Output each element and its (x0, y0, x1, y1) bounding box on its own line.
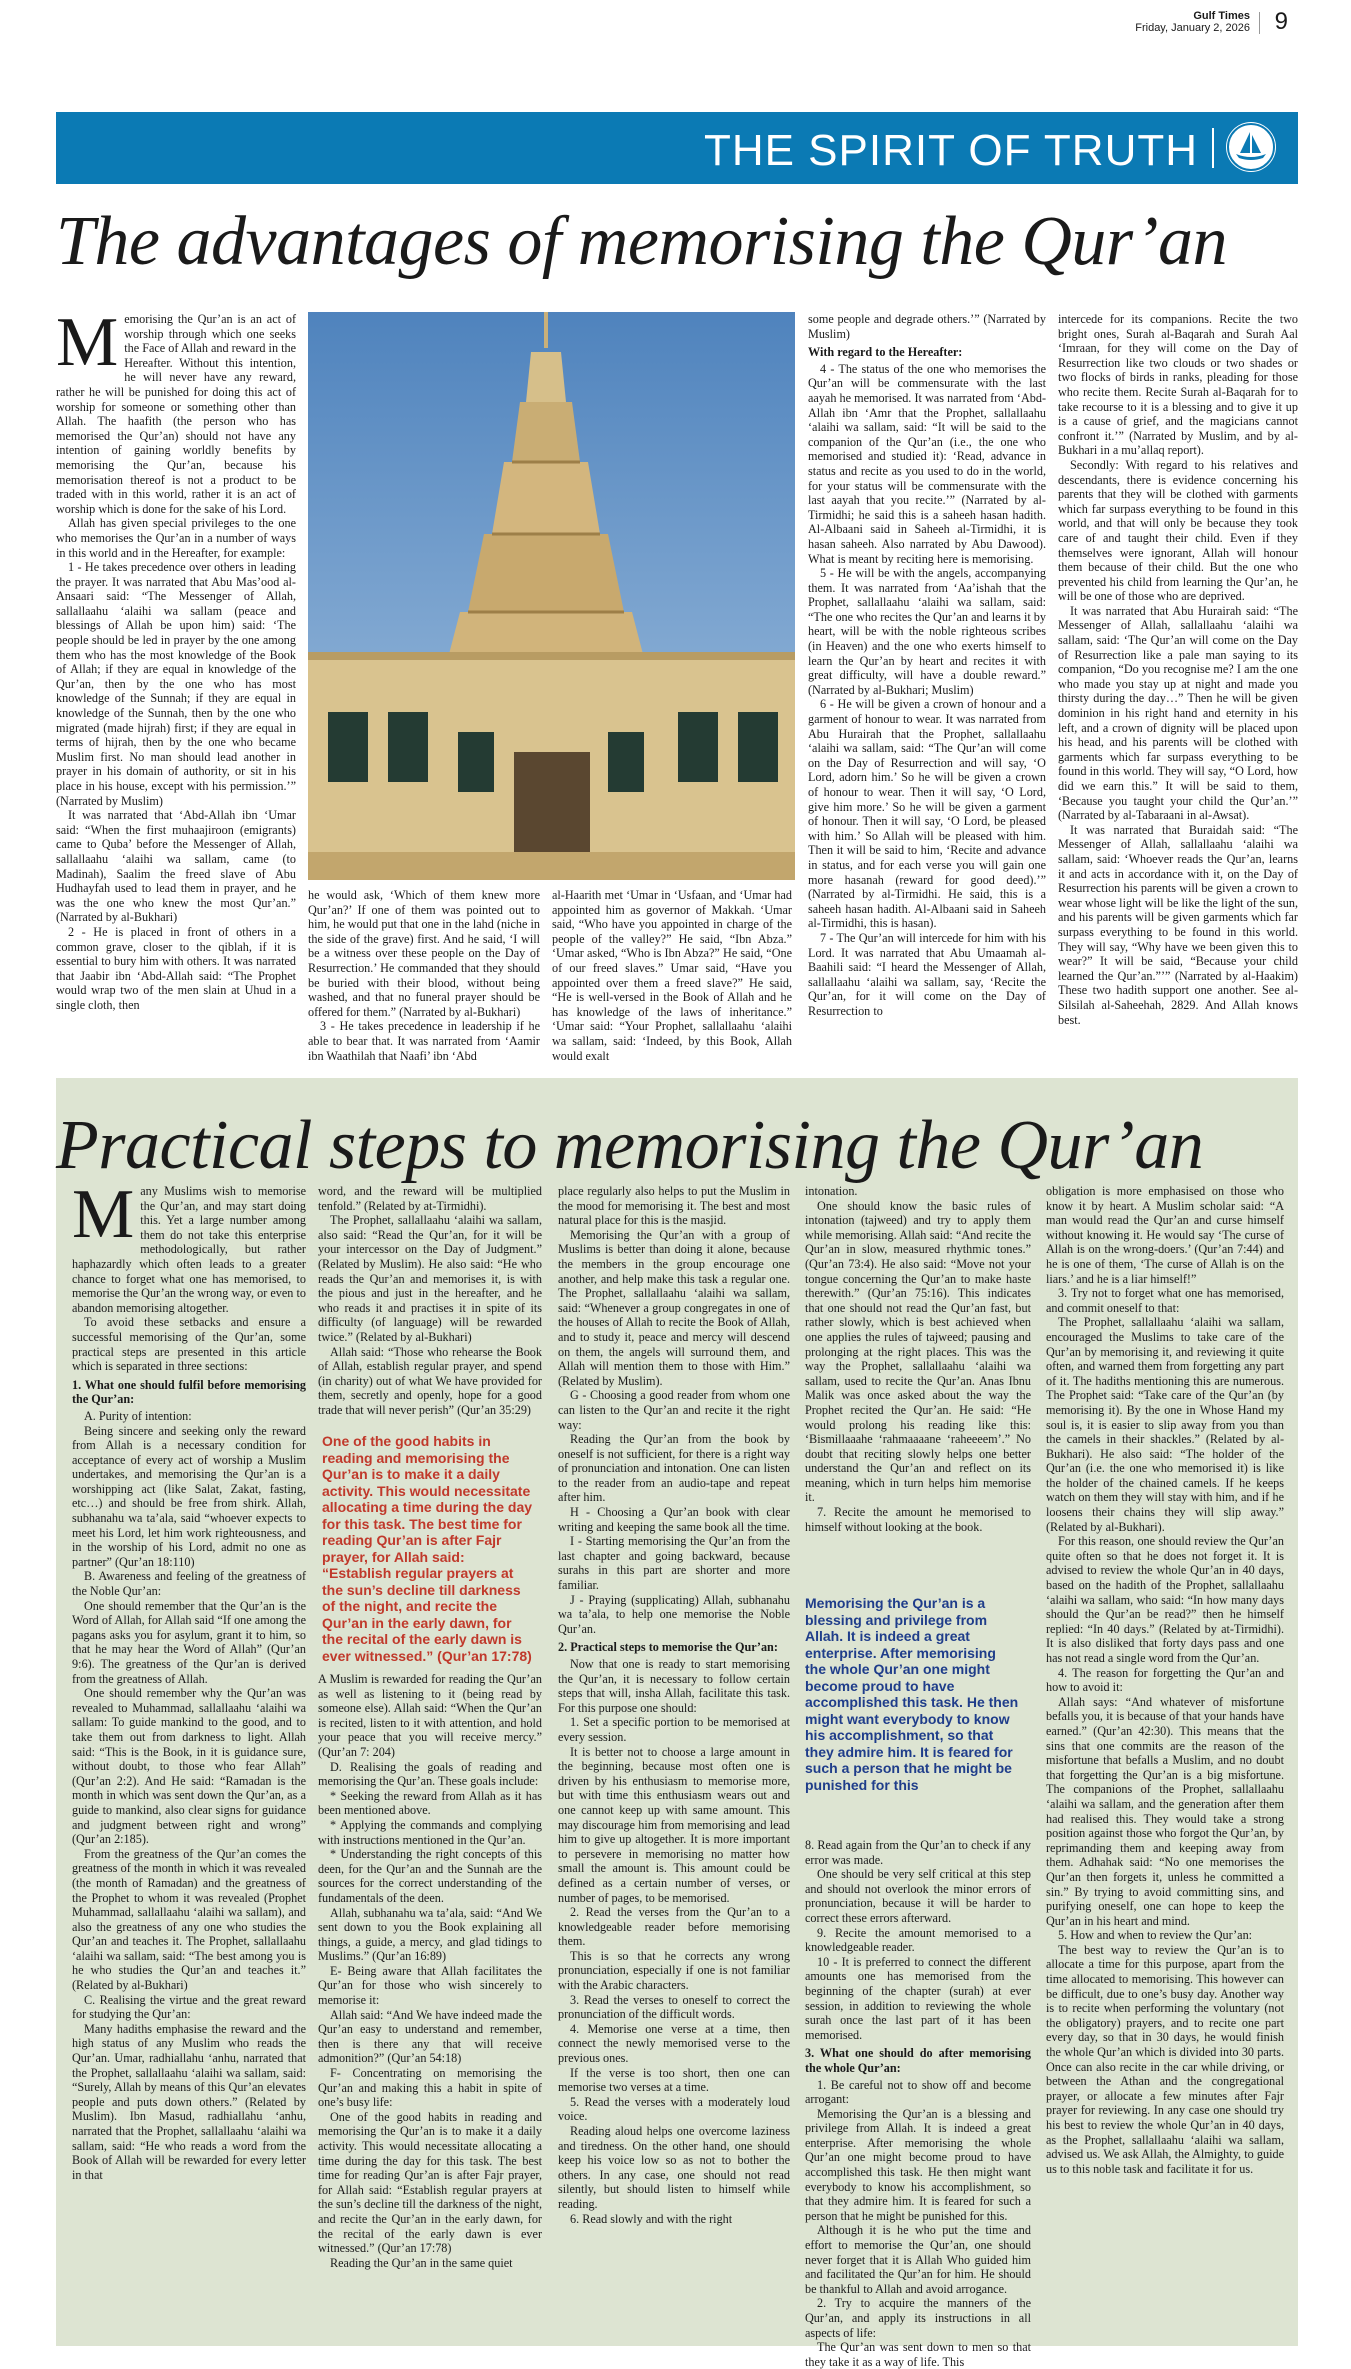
paragraph: It is better not to choose a large amount in the beginning, because most often one is driven by his enthusiasm to memorise more, but with time this enthusiasm wears out and one cannot keep up with same amount. This may discourage him from memorising and lead him to give up altogether. It is more important to persevere in memorising no matter how small the amount is. This amount could be defined as a certain number of verses, or number of pages, to be memorised. (558, 1744, 790, 1905)
paragraph: * Seeking the reward from Allah as it has been mentioned above. (318, 1788, 542, 1818)
paragraph: Allah, subhanahu wa ta’ala, said: “And We sent down to you the Book explaining all things, a guide, a mercy, and glad tidings to Muslims.” (Qur’an 16:89) (318, 1905, 542, 1964)
paragraph: Secondly: With regard to his relatives and descendants, there is evidence concerning his parents that they will be clothed with garments which far surpass everything to be found in this world, and that will only be because they took care of and taught their child. Even if they themselves were ignorant, Allah will honour them because of their child. But the one who prevented his child from learning the Qur’an, he will be one of those who are deprived. (1058, 457, 1298, 604)
subheading: 2. Practical steps to memorise the Qur’an: (558, 1640, 778, 1655)
paragraph: C. Realising the virtue and the great reward for studying the Qur’an: (72, 1992, 306, 2022)
paragraph: To avoid these setbacks and ensure a successful memorising of the Qur’an, some practical steps are presented in this article which is separated in three sections: (72, 1315, 306, 1374)
paragraph: 6 - He will be given a crown of honour and a garment of honour to wear. It was narrated from Abu Hurairah that the Prophet, sallallaahu ‘alaihi wa sallam, said: “The Qur’an will come on the Day of Resurrection and will say, ‘O Lord, adorn him.’ So he will be given a crown of honour to wear. Then it will say, ‘O Lord, give him more.’ So he will be given a garment of honour. Then it will say, ‘O Lord, be pleased with him.’ So Allah will be pleased with him. Then it will be said to him, ‘Recite and advance in status, and for each verse you will gain one more hasanah (reward for good deed).’” (Narrated by al-Tirmidhi. He said, this is a saheeh hasan hadith. Al-Albaani said in Saheeh al-Tirmidhi, this is hasan). (808, 697, 1046, 931)
paragraph: intercede for its companions. Recite the two bright ones, Surah al-Baqarah and Surah Aal ‘Imraan, for they will come on the Day of Resurrection like two clouds or two shades or two flocks of birds in ranks, pleading for those who recite them. Recite Surah al-Baqarah for to take recourse to it is a blessing and to give it up is a cause of grief, and the magicians cannot confront it.’” (Narrated by Muslim, and by al-Bukhari in a mu’allaq report). (1058, 312, 1298, 458)
paragraph: 4 - The status of the one who memorises the Qur’an will be commensurate with the last aayah he memorised. It was narrated from ‘Abd-Allah ibn ‘Amr that the Prophet, sallallaahu ‘alaihi wa sallam, said: “It will be said to the companion of the Qur’an (i.e., the one who memorised and studied it): ‘Read, advance in status and recite as you used to do in the world, for your status will be commensurate with the last aayah that you recite.’” (Narrated by al-Tirmidhi; he said this is a saheeh hasan hadith. Al-Albaani said in Saheeh al-Tirmidhi, it is hasan saheeh. Also narrated by Abu Dawood). What is meant by reciting here is memorising. (808, 361, 1046, 566)
paragraph: 10 - It is preferred to connect the different amounts one has memorised from the beginning of the chapter (surah) at ever session, in addition to reviewing the whole surah once the last part of it has been memorised. (805, 1954, 1031, 2042)
paragraph: Being sincere and seeking only the reward from Allah is a necessary condition for acceptance of every act of worship a Muslim undertakes, and memorising the Qur’an is a worshipping act (like Salat, Zakat, fasting, etc…) and should be free from shirk. Allah, subhanahu wa ta’ala, said “whoever expects to meet his Lord, let him work righteousness, and in the worship of his Lord, admit no one as partner” (Qur’an 18:110) (72, 1423, 306, 1569)
article1-dropcap: M (56, 304, 119, 381)
paragraph: some people and degrade others.’” (Narrated by Muslim) (808, 312, 1046, 341)
paragraph: Reading the Qur’an from the book by oneself is not sufficient, for there is a right way of pronunciation and intonation. One can listen to the reader from an audio-tape and repeat after him. (558, 1432, 790, 1505)
paragraph: If the verse is too short, then one can memorise two verses at a time. (558, 2065, 790, 2095)
paper-name: Gulf Times (1193, 10, 1250, 22)
paragraph: obligation is more emphasised on those who know it by heart. A Muslim scholar said: “A man would read the Qur’an and curse himself without knowing it. He would say ‘The curse of Allah is on the wrong-doers.’ (Qur’an 7:44) and he is one of them, ‘The curse of Allah is on the liars.’ and he is a liar himself!” (1046, 1184, 1284, 1286)
article1-column-3 (552, 888, 792, 1063)
paragraph: any Muslims wish to memorise the Qur’an, and may start doing this. Yet a large number among them do not take this enterprise methodologically, but rather haphazardly which often leads to a greater chance to forget what one has memorised, to memorise the Qur’an the wrong way, or even to abandon memorising altogether. (72, 1184, 306, 1315)
paragraph: A Muslim is rewarded for reading the Qur’an as well as listening to it (being read by someone else). Allah said: “When the Qur’an is recited, listen to it with attention, and hold your peace that you will receive mercy.” (Qur’an 7: 204) (318, 1672, 542, 1759)
paragraph: From the greatness of the Qur’an comes the greatness of the month in which it was revealed (the month of Ramadan) and the greatness of the Prophet to whom it was revealed (Prophet Muhammad, sallallaahu ‘alaihi wa sallam), and also the greatness of any one who studies the Qur’an and teaches it. The Prophet, sallallaahu ‘alaihi wa sallam, said: “The best among you is he who studies the Qur’an and teaches it.” (Related by al-Bukhari) (72, 1846, 306, 1993)
paragraph: E- Being aware that Allah facilitates the Qur’an for those who wish sincerely to memorise it: (318, 1963, 542, 2008)
headline-advantages: The advantages of memorising the Qur’an (56, 203, 1228, 280)
paragraph: word, and the reward will be multiplied tenfold.” (Related by at-Tirmidhi). (318, 1184, 542, 1213)
paragraph: One should know the basic rules of intonation (tajweed) and try to apply them while memorising. Allah said: “And recite the Qur’an in slow, measured rhythmic tones.” (Qur’an 73:4). He also said: “Move not your tongue concerning the Qur’an to make haste therewith.” (Qur’an 75:16). This indicates that one should not read the Qur’an fast, but rather slowly, which is best achieved when one applies the rules of tajweed; pausing and prolonging at the right places. This was the way the Prophet, sallallaahu ‘alaihi wa sallam, used to recite the Qur’an. Anas Ibnu Malik was once asked about the way the Prophet recited the Qur’an. He said: “He would prolong his reading like this: ‘Bismillaaahe ‘rahmaaaane ‘raheeeem’.” No doubt that reciting slowly helps one better understand the Qur’an and reflect on its meaning, which in turn helps him memorise it. (805, 1198, 1031, 1505)
paragraph: Allah has given special privileges to the one who memorises the Qur’an in a number of ways in this world and in the Hereafter, for example: (56, 516, 296, 560)
paragraph: 3 - He takes precedence in leadership if he able to bear that. It was narrated from ‘Aamir ibn Waathilah that Naafi’ ibn ‘Abd (308, 1019, 540, 1063)
dhow-logo-icon (1226, 122, 1276, 172)
paragraph: One of the good habits in reading and memorising the Qur’an is to make it a daily activity. This would necessitate allocating a time during the day for this task. The best time for reading Qur’an is after Fajr prayer, for Allah said: “Establish regular prayers at the sun’s decline till the darkness of the night, and recite the Qur’an in the early dawn, for the recital of the early dawn is ever witnessed.” (Qur’an 17:78) (318, 2109, 542, 2256)
article2-column-3 (558, 1184, 790, 2336)
masthead (60, 8, 1300, 38)
paragraph: 8. Read again from the Qur’an to check if any error was made. (805, 1838, 1031, 1867)
paragraph: 7 - The Qur’an will intercede for him with his Lord. It was narrated that Abu Umaamah al-Baahili said: “I heard the Messenger of Allah, sallallaahu ‘alaihi wa sallam, say, ‘Recite the Qur’an, for it will come on the Day of Resurrection to (808, 930, 1046, 1018)
paragraph: This is so that he corrects any wrong pronunciation, especially if one is not familiar with the Arabic characters. (558, 1948, 790, 1993)
page-number: 9 (1274, 8, 1288, 35)
paper-info (1135, 10, 1250, 34)
paragraph: 1. Be careful not to show off and become arrogant: (805, 2077, 1031, 2107)
paragraph: One should remember why the Qur’an was revealed to Muhammad, sallallaahu ‘alaihi wa sallam: To guide mankind to the good, and to take them out from darkness to light. Allah said: “This is the Book, in it is guidance sure, without doubt, to those who fear Allah” (Qur’an 2:2). And He said: “Ramadan is the month in which was sent down the Qur’an, as a guide to mankind, also clear signs for guidance and judgment between right and wrong” (Qur’an 2:185). (72, 1686, 306, 1847)
minaret-photo (308, 312, 795, 880)
issue-date: Friday, January 2, 2026 (1135, 22, 1250, 34)
article1-column-1 (56, 304, 296, 1042)
paragraph: One should remember that the Qur’an is the Word of Allah, for Allah said “If one among the pagans asks you for asylum, grant it to him, so that he may hear the Word of Allah” (Qur’an 9:6). The greatness of the Qur’an is derived from the greatness of Allah. (72, 1598, 306, 1686)
paragraph: I - Starting memorising the Qur’an from the last chapter and going backward, because surahs in this part are shorter and more familiar. (558, 1534, 790, 1593)
section-banner (56, 112, 1298, 184)
masthead-divider (1259, 12, 1260, 34)
paragraph: 5 - He will be with the angels, accompanying them. It was narrated from ‘Aa’ishah that the Prophet, sallallaahu ‘alaihi wa sallam, said: “The one who recites the Qur’an and learns it by heart, will be with the noble righteous scribes (in Heaven) and the one who exerts himself to learn the Qur’an by heart and recites it with great difficulty, will have a double reward.” (Narrated by al-Bukhari; Muslim) (808, 566, 1046, 697)
paragraph: The Qur’an was sent down to men so that they take it as a way of life. This (805, 2340, 1031, 2369)
article2-dropcap: M (72, 1176, 135, 1253)
paragraph: al-Haarith met ‘Umar in ‘Usfaan, and ‘Umar had appointed him as governor of Makkah. ‘Umar said, “Who have you appointed in charge of the people of the valley?” He said, “Ibn Abza.” ‘Umar asked, “Who is Ibn Abza?” He said, “One of our freed slaves.” Umar said, “Have you appointed over them a freed slave?” He said, “He is well-versed in the Book of Allah and he has knowledge of the laws of inheritance.” ‘Umar said: “Your Prophet, sallallaahu ‘alaihi wa sallam, said: ‘Indeed, by this Book, Allah would exalt (552, 888, 792, 1063)
paragraph: Allah said: “Those who rehearse the Book of Allah, establish regular prayer, and spend (in charity) out of what We have provided for them, secretly and openly, hope for a good trade that will never perish” (Qur’an 35:29) (318, 1344, 542, 1417)
subheading: 1. What one should fulfil before memorising the Qur’an: (72, 1377, 306, 1407)
article1-column-4 (808, 312, 1046, 1044)
section-title: THE SPIRIT OF TRUTH (703, 126, 1198, 175)
paragraph: J - Praying (supplicating) Allah, subhanahu wa ta’ala, to help one memorise the Noble Qur’an. (558, 1592, 790, 1636)
headline-practical-steps: Practical steps to memorising the Qur’an (56, 1107, 1204, 1184)
paragraph: place regularly also helps to put the Muslim in the mood for memorising it. The best and most natural place for this is the masjid. (558, 1184, 790, 1228)
paragraph: D. Realising the goals of reading and memorising the Qur’an. These goals include: (318, 1759, 542, 1789)
paragraph: emorising the Qur’an is an act of worship through which one seeks the Face of Allah and reward in the Hereafter. Without this intention, he will never have any reward, rather he will be punished for doing this act of worship for someone or something other than Allah. The haafith (the person who has memorised the Qur’an) should not have any intention of gaining worldly benefits by memorising the Qur’an, because his memorisation thereof is not a product to be traded with in this world, rather it is an act of worship which is done for the sake of his Lord. (56, 312, 296, 516)
paragraph: 6. Read slowly and with the right (570, 2211, 733, 2226)
paragraph: he would ask, ‘Which of them knew more Qur’an?’ If one of them was pointed out to him, he would put that one in the lahd (niche in the side of the grave) first. And he said, ‘I will be a witness over these people on the Day of Resurrection.’ He commanded that they should be buried with their blood, without being washed, and that no funeral prayer should be offered for them.” (Narrated by al-Bukhari) (308, 888, 540, 1019)
article2-column-2-bottom (318, 1672, 542, 2336)
paragraph: 5. How and when to review the Qur’an: (1058, 1928, 1253, 1943)
paragraph: 5. Read the verses with a moderately loud voice. (558, 2094, 790, 2124)
paragraph: intonation. (805, 1184, 858, 1198)
paragraph: 3. Try not to forget what one has memorised, and commit oneself to that: (1046, 1286, 1284, 1315)
article1-column-2 (308, 888, 540, 1063)
paragraph: 9. Recite the amount memorised to a knowledgeable reader. (805, 1925, 1031, 1955)
article2-column-5 (1046, 1184, 1284, 2336)
paragraph: Allah said: “And We have indeed made the Qur’an easy to understand and remember, then is there any that will receive admonition?” (Qur’an 54:18) (318, 2007, 542, 2066)
paragraph: Reading aloud helps one overcome laziness and tiredness. On the other hand, one should keep his voice low so as not to bother the others. In any case, one should not read silently, but should listen to himself while reading. (558, 2124, 790, 2211)
article2-column-4-top (805, 1184, 1031, 1584)
paragraph: The Prophet, sallallaahu ‘alaihi wa sallam, also said: “Read the Qur’an, for it will be your intercessor on the Day of Judgment.” (Related by Muslim). He also said: “He who reads the Qur’an and memorises it, is with the pious and just in the hereafter, and he who reads it and practises it in spite of its difficulty (of language) will be rewarded twice.” (Related by al-Bukhari) (318, 1213, 542, 1344)
paragraph: One should be very self critical at this step and should not overlook the minor errors of pronunciation, because it will be harder to correct these errors afterward. (805, 1867, 1031, 1925)
article2-column-1 (72, 1176, 306, 2334)
paragraph: 4. The reason for forgetting the Qur’an and how to avoid it: (1046, 1665, 1284, 1695)
paragraph: 1. Set a specific portion to be memorised at every session. (558, 1715, 790, 1744)
paragraph: 7. Recite the amount he memorised to himself without looking at the book. (805, 1505, 1031, 1534)
paragraph: B. Awareness and feeling of the greatness of the Noble Qur’an: (72, 1569, 306, 1599)
paragraph: Reading the Qur’an in the same quiet (330, 2255, 513, 2270)
paragraph: 2. Read the verses from the Qur’an to a knowledgeable reader before memorising them. (558, 1905, 790, 1949)
paragraph: 4. Memorise one verse at a time, then connect the newly memorised verse to the previous ones. (558, 2021, 790, 2066)
paragraph: Allah says: “And whatever of misfortune befalls you, it is because of that your hands have earned.” (Qur’an 42:30). This means that the sins that one commits are the reason of the misfortune that befalls a Muslim, and no doubt that forgetting the Qur’an is a big misfortune. The companions of the Prophet, sallallaahu ‘alaihi wa sallam, and the generation after them had realised this. They would take a strong position against those who forgot the Qur’an, by reprimanding them and keeping away from them. Adhahak said: “No one memorises the Qur’an then forgets it, unless he committed a sin.” By trying to avoid committing sins, and purifying oneself, one can hope to keep the Qur’an in his heart and mind. (1046, 1694, 1284, 1928)
paragraph: 2. Try to acquire the manners of the Qur’an, and apply its instructions in all aspects of life: (805, 2296, 1031, 2340)
banner-divider (1212, 128, 1214, 168)
paragraph: Now that one is ready to start memorising the Qur’an, it is necessary to follow certain steps that will, insha Allah, facilitate this task. For this purpose one should: (558, 1657, 790, 1715)
paragraph: It was narrated that Buraidah said: “The Messenger of Allah, sallallaahu ‘alaihi wa sallam, said: ‘Whoever reads the Qur’an, learns it and acts in accordance with it, on the Day of Resurrection his parents will be given a crown to wear whose light will be like the light of the sun, and his parents will be given garments which far surpass everything to be found in this world. They will say, “Why have we been given this to wear?” It will be said, “Because your child learned the Qur’an.”’” (Narrated by al-Haakim) These two hadith support one another. See al-Silsilah al-Saheehah, 2829. And Allah knows best. (1058, 822, 1298, 1027)
paragraph: The Prophet, sallallaahu ‘alaihi wa sallam, encouraged the Muslims to take care of the Qur’an by memorising it, and reviewing it quite often, and warned them from forgetting any part of it. The hadiths mentioning this are numerous. The Prophet said: “Take care of the Qur’an (by memorising it). By the one in Whose Hand my soul is, it is easier to slip away from you than the camels in their shackles.” (Related by al-Bukhari). He also said: “The holder of the Qur’an (i.e. the one who memorised it) is like the holder of the chained camels. If he keeps watch on them they will stay with him, and if he loosens their chains they will slip away.” (Related by al-Bukhari). (1046, 1315, 1284, 1534)
pull-quote-blessing: Memorising the Qur’an is a blessing and privilege from Allah. It is indeed a great enterprise. After memorising the whole Qur’an one might become proud to have accomplished this task. He then might want everybody to know his accomplishment, so that they admire him. It is feared for such a person that he might be punished for this (805, 1595, 1019, 1793)
paragraph: F- Concentrating on memorising the Qur’an and making this a habit in spite of one’s busy life: (318, 2066, 542, 2110)
paragraph: Memorising the Qur’an with a group of Muslims is better than doing it alone, because the members in the group encourage one another, and help make this task a regular one. The Prophet, sallallaahu ‘alaihi wa sallam, said: “Whenever a group congregates in one of the houses of Allah to recite the Book of Allah, and to study it, peace and mercy will descend on them, the angels will surround them, and Allah will mention them to those with Him.” (Related by Muslim). (558, 1227, 790, 1388)
paragraph: The best way to review the Qur’an is to allocate a time for this purpose, apart from the time allocated to memorising. This however can be difficult, due to one’s busy day. Another way is to recite when performing the voluntary (not the obligatory) prayers, and to recite one part every day, so that in 30 days, he would finish the whole Qur’an which is divided into 30 parts. Once can also recite in the car while driving, or between the Athan and the congregational prayer, or allocate a few minutes after Fajr prayer for reviewing. In any case one should try his best to review the whole Qur’an in 40 days, as the Prophet, sallallaahu ‘alaihi wa sallam, advised us. We ask Allah, the Almighty, to guide us to this noble task and facilitate it for us. (1046, 1942, 1284, 2176)
minaret-image (308, 312, 795, 880)
article2-column-2-top (318, 1184, 542, 1424)
paragraph: Many hadiths emphasise the reward and the high status of any Muslim who reads the Qur’an. Umar, radhiallahu ‘anhu, narrated that the Prophet, sallallaahu ‘alaihi wa sallam, said: “Surely, Allah by means of this Qur’an elevates people and puts down others.” (Related by Muslim). Ibn Masud, radhiallahu ‘anhu, narrated that the Prophet, sallallaahu ‘alaihi wa sallam, said: “He who reads a word from the Book of Allah will be rewarded for every letter in that (72, 2021, 306, 2182)
paragraph: * Understanding the right concepts of this deen, for the Qur’an and the Sunnah are the sources for the correct understanding of the fundamentals of the deen. (318, 1847, 542, 1905)
article2-column-4-bottom (805, 1838, 1031, 2369)
paragraph: It was narrated that ‘Abd-Allah ibn ‘Umar said: “When the first muhaajiroon (emigrants) came to Quba’ before the Messenger of Allah, sallallaahu ‘alaihi wa sallam, came (to Madinah), Saalim the freed slave of Abu Hudhayfah used to lead them in prayer, and he was the one who knew the most Qur’an.” (Narrated by al-Bukhari) (56, 808, 296, 925)
paragraph: H - Choosing a Qur’an book with clear writing and keeping the same book all the time. (558, 1505, 790, 1534)
paragraph: 2 - He is placed in front of others in a common grave, closer to the qiblah, if it is essential to bury him with others. It was narrated that Jaabir ibn ‘Abd-Allah said: “The Prophet would wrap two of the men slain at Uhud in a single cloth, then (56, 924, 296, 1012)
paragraph: For this reason, one should review the Qur’an quite often so that he does not forget it. It is advised to review the whole Qur’an in 40 days, based on the hadith of the Prophet, sallallaahu ‘alaihi wa sallam, who said: “In how many days should the Qur’an be read?” then he himself replied: “In 40 days.” (Related by at-Tirmidhi). It is also disliked that forty days pass and one has not read a single word from the Qur’an. (1046, 1534, 1284, 1665)
subheading: 3. What one should do after memorising the whole Qur’an: (805, 2046, 1031, 2075)
subheading-hereafter: With regard to the Hereafter: (808, 345, 963, 360)
paragraph: 1 - He takes precedence over others in leading the prayer. It was narrated that Abu Mas’ood al-Ansaari said: “The Messenger of Allah, sallallaahu ‘alaihi wa sallam (peace and blessings of Allah be upon him) said: ‘The people should be led in prayer by the one among them who has the most knowledge of the Book of Allah; if they are equal in knowledge of the Qur’an, then by the one who has most knowledge of the Sunnah; if they are equal in knowledge of the Sunnah, then by the one who migrated (made hijrah) first; if they are equal in terms of hijrah, then by the one who became Muslim first. No man should lead another in prayer in his domain of authority, or sit in his place in his house, except with his permission.’” (Narrated by Muslim) (56, 560, 296, 808)
pull-quote-daily-habit: One of the good habits in reading and memorising the Qur’an is to make it a daily activity. This would necessitate allocating a time during the day for this task. The best time for reading Qur’an is after Fajr prayer, for Allah said: “Establish regular prayers at the sun’s decline till darkness of the night, and recite the Qur’an in the early dawn, for the recital of the early dawn is ever witnessed.” (Qur’an 17:78) (322, 1433, 533, 1664)
paragraph: G - Choosing a good reader from whom one can listen to the Qur’an and recite it the right way: (558, 1388, 790, 1432)
paragraph: * Applying the commands and complying with instructions mentioned in the Qur’an. (318, 1817, 542, 1847)
article1-column-5 (1058, 312, 1298, 1044)
paragraph: It was narrated that Abu Hurairah said: “The Messenger of Allah, sallallaahu ‘alaihi wa sallam, said: ‘The Qur’an will come on the Day of Resurrection like a pale man saying to its companion, “Do you recognise me? I am the one who made you stay up at night and made you thirsty during the day…” Then he will be given dominion in his right hand and eternity in his left, and a crown of dignity will be placed upon his head, and his parents will be clothed with garments which far surpass everything to be found in this world. They will say, “O Lord, how did we earn this.” It will be said to them, ‘Because you taught your child the Qur’an.’” (Narrated by al-Tabaraani in al-Awsat). (1058, 603, 1298, 823)
paragraph: Although it is he who put the time and effort to memorise the Qur’an, one should never forget that it is Allah Who guided him and facilitated the Qur’an for him. He should be thankful to Allah and avoid arrogance. (805, 2223, 1031, 2296)
paragraph: A. Purity of intention: (84, 1408, 192, 1423)
paragraph: Memorising the Qur’an is a blessing and privilege from Allah. It is indeed a great enterprise. After memorising the whole Qur’an one might become proud to have accomplished this task. He then might want everybody to know his accomplishment, so that they admire him. It is feared for such a person that he might be punished for this. (805, 2106, 1031, 2223)
paragraph: 3. Read the verses to oneself to correct the pronunciation of the difficult words. (558, 1992, 790, 2022)
